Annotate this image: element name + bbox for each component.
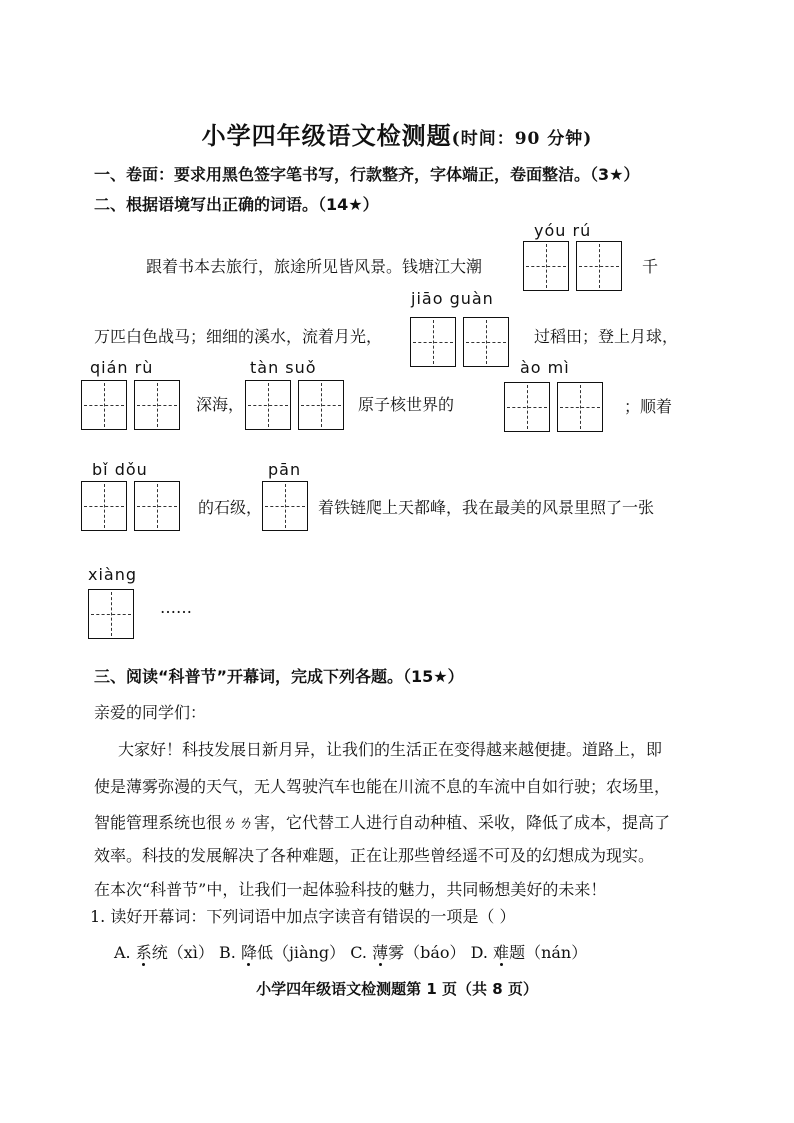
- char-box[interactable]: [298, 380, 344, 430]
- section-3-heading: 三、阅读“科普节”开幕词，完成下列各题。（15★）: [94, 667, 464, 686]
- option-b[interactable]: B. 降低（jiàng）: [219, 943, 346, 962]
- dotted-char: 降: [240, 943, 257, 962]
- char-box[interactable]: [576, 241, 622, 291]
- greeting: 亲爱的同学们：: [94, 703, 207, 722]
- dotted-char: 难: [493, 943, 510, 962]
- char-box[interactable]: [463, 317, 509, 367]
- char-box[interactable]: [81, 481, 127, 531]
- paragraph-line: 在本次“科普节”中，让我们一起体验科技的魅力，共同畅想美好的未来！: [94, 880, 607, 899]
- s2-line1-after: 千: [642, 257, 659, 276]
- pinyin-bi-dou: bǐ dǒu: [92, 460, 148, 479]
- char-box[interactable]: [134, 380, 180, 430]
- title-time: (时间：90 分钟): [451, 129, 593, 149]
- page-footer: 小学四年级语文检测题第 1 页（共 8 页）: [256, 980, 538, 998]
- char-box[interactable]: [410, 317, 456, 367]
- char-box[interactable]: [557, 382, 603, 432]
- char-box[interactable]: [81, 380, 127, 430]
- char-box[interactable]: [262, 481, 308, 531]
- question-1-options: [114, 940, 587, 963]
- s2-line4-text-a: 的石级，: [198, 498, 263, 517]
- pinyin-pan: pān: [268, 460, 302, 479]
- page-title: [0, 116, 794, 151]
- s2-line3-text-b: 原子核世界的: [358, 395, 455, 414]
- dotted-char: 系: [135, 943, 152, 962]
- paragraph-line: 使是薄雾弥漫的天气，无人驾驶汽车也能在川流不息的车流中自如行驶；农场里，: [94, 777, 671, 796]
- paragraph-line: 大家好！科技发展日新月异，让我们的生活正在变得越来越便捷。道路上，即: [118, 740, 663, 759]
- pinyin-qian-ru: qián rù: [90, 358, 154, 377]
- s2-line1-text: 跟着书本去旅行，旅途所见皆风景。钱塘江大潮: [146, 257, 483, 276]
- char-box[interactable]: [504, 382, 550, 432]
- s2-line5-after: ……: [160, 598, 192, 617]
- option-a[interactable]: A. 系统（xì）: [114, 943, 214, 962]
- s2-line4-text-b: 着铁链爬上天都峰，我在最美的风景里照了一张: [318, 498, 655, 517]
- option-c[interactable]: C. 薄雾（báo）: [350, 943, 466, 962]
- pinyin-jiao-guan: jiāo guàn: [411, 289, 494, 308]
- s2-line3-text-a: 深海，: [196, 395, 245, 414]
- paragraph-line: 智能管理系统也很ㄌㄌ害，它代替工人进行自动种植、采收，降低了成本，提高了: [94, 813, 671, 832]
- question-1: 1. 读好开幕词：下列词语中加点字读音有错误的一项是（ ）: [90, 907, 516, 926]
- option-d[interactable]: D. 难题（nán）: [470, 943, 588, 962]
- char-box[interactable]: [523, 241, 569, 291]
- section-2-heading: 二、根据语境写出正确的词语。（14★）: [94, 195, 379, 214]
- s2-line2-text: 万匹白色战马；细细的溪水，流着月光，: [94, 327, 383, 346]
- char-box[interactable]: [134, 481, 180, 531]
- char-box[interactable]: [245, 380, 291, 430]
- paragraph-line: 效率。科技的发展解决了各种难题，正在让那些曾经遥不可及的幻想成为现实。: [94, 846, 655, 865]
- s2-line3-after: ；顺着: [624, 397, 673, 416]
- pinyin-xiang: xiàng: [88, 565, 138, 584]
- section-1-heading: 一、卷面：要求用黑色签字笔书写，行款整齐，字体端正，卷面整洁。（3★）: [94, 165, 640, 184]
- title-text: 小学四年级语文检测题: [201, 121, 452, 150]
- pinyin-ao-mi: ào mì: [520, 358, 570, 377]
- dotted-char: 薄: [372, 943, 389, 962]
- char-box[interactable]: [88, 589, 134, 639]
- pinyin-you-ru: yóu rú: [534, 221, 592, 240]
- s2-line2-after: 过稻田；登上月球，: [534, 327, 679, 346]
- pinyin-tan-suo: tàn suǒ: [250, 358, 317, 377]
